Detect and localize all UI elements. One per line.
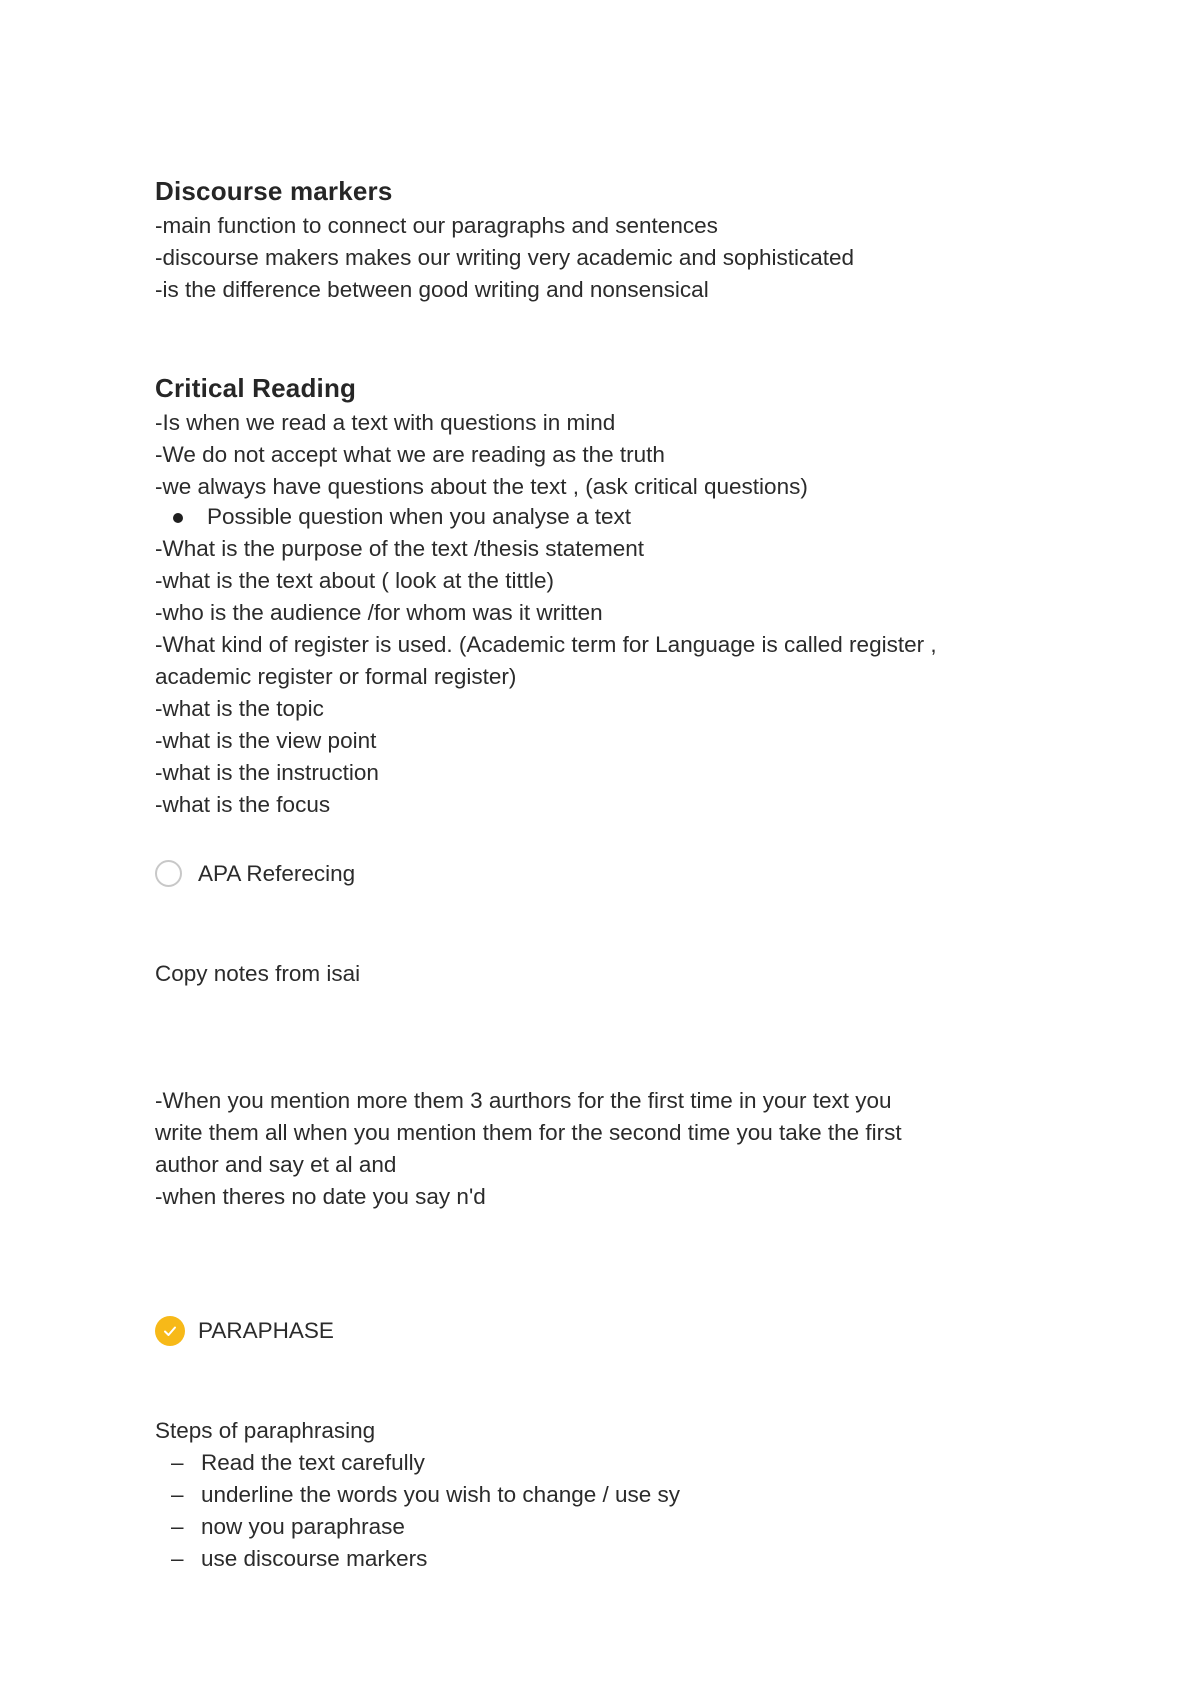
checkmark-icon (161, 1322, 179, 1340)
dash-bullet: – (171, 1450, 184, 1475)
text-line: -When you mention more them 3 aurthors for the first time in your text you (155, 1088, 892, 1113)
copy-note: Copy notes from isai (155, 961, 361, 986)
text-line: -we always have questions about the text , (ask critical questions) (155, 474, 808, 499)
bullet-item: Possible question when you analyse a text (207, 504, 632, 529)
dash-bullet: – (171, 1514, 184, 1539)
text-line: -when theres no date you say n'd (155, 1184, 486, 1209)
text-line: -main function to connect our paragraphs and sentences (155, 213, 718, 238)
text-line: author and say et al and (155, 1152, 397, 1177)
step-item: Read the text carefully (201, 1450, 425, 1475)
text-line: -Is when we read a text with questions in mind (155, 410, 616, 435)
step-item: now you paraphrase (201, 1514, 405, 1539)
text-line: -We do not accept what we are reading as the truth (155, 442, 665, 467)
text-line: write them all when you mention them for the second time you take the first (155, 1120, 902, 1145)
task-checkbox-paraphase[interactable] (155, 1316, 185, 1346)
question-line: -what is the topic (155, 696, 324, 721)
section-title-critical-reading: Critical Reading (155, 373, 357, 403)
task-label-apa: APA Referecing (198, 861, 356, 886)
question-line: -what is the text about ( look at the tittle) (155, 568, 554, 593)
text-line: -is the difference between good writing and nonsensical (155, 277, 709, 302)
question-line: -what is the instruction (155, 760, 379, 785)
text-line: -discourse makers makes our writing very academic and sophisticated (155, 245, 855, 270)
question-line: -what is the focus (155, 792, 331, 817)
bullet-dot-icon (173, 513, 183, 523)
dash-bullet: – (171, 1482, 184, 1507)
question-line: -What kind of register is used. (Academic term for Language is called register , (155, 632, 937, 657)
steps-title: Steps of paraphrasing (155, 1418, 376, 1443)
question-line: -who is the audience /for whom was it written (155, 600, 603, 625)
dash-bullet: – (171, 1546, 184, 1571)
question-line: -What is the purpose of the text /thesis statement (155, 536, 644, 561)
step-item: underline the words you wish to change / use sy (201, 1482, 681, 1507)
section-title-discourse-markers: Discourse markers (155, 176, 393, 206)
question-line: -what is the view point (155, 728, 377, 753)
task-label-paraphase: PARAPHASE (198, 1318, 334, 1343)
step-item: use discourse markers (201, 1546, 428, 1571)
question-line: academic register or formal register) (155, 664, 517, 689)
task-checkbox-apa[interactable] (155, 860, 182, 887)
